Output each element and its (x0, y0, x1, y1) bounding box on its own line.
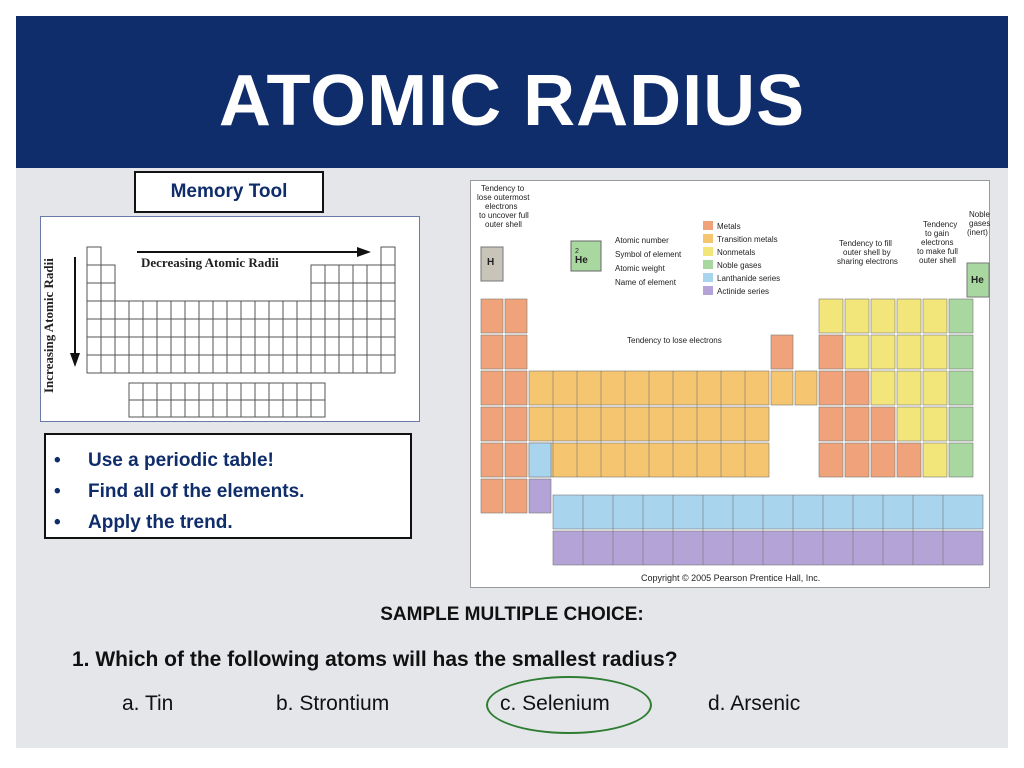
answer-d: d. Arsenic (708, 692, 801, 715)
bullet-item: • Use a periodic table! (54, 445, 402, 476)
legend-swatch-actinide (703, 286, 713, 295)
legend-swatch-lanthanide (703, 273, 713, 282)
bullet-list (44, 433, 412, 539)
legend-item: Actinide series (717, 287, 770, 296)
legend-swatch-metals (703, 221, 713, 230)
legend-item: Transition metals (717, 235, 778, 244)
grid-middle-block (115, 301, 311, 373)
key-symbol-label: Symbol of element (615, 250, 682, 259)
trend-gain-label: Tendency to gain electrons to make full outer shell (917, 220, 958, 265)
memory-tool-grid (41, 217, 421, 423)
element-symbol: He (971, 275, 984, 286)
key-weight-label: Atomic weight (615, 264, 665, 273)
trend-lose-label: Tendency to lose electrons (627, 336, 722, 345)
bullet-item: • Find all of the elements. (54, 476, 402, 507)
legend-item: Lanthanide series (717, 274, 781, 283)
legend-swatch-transition (703, 234, 713, 243)
element-symbol: H (487, 257, 495, 268)
memory-tool-diagram (40, 216, 420, 422)
bullet-text: Find all of the elements. (88, 481, 305, 502)
copyright-text: Copyright © 2005 Pearson Prentice Hall, Inc. (641, 573, 821, 583)
key-atomic-number: Atomic number (615, 236, 669, 245)
decreasing-radii-label: Decreasing Atomic Radii (141, 255, 279, 270)
increasing-arrow-head (70, 353, 80, 367)
legend-swatch-nonmetals (703, 247, 713, 256)
periodic-table-svg (471, 181, 991, 589)
legend-swatch-noble (703, 260, 713, 269)
grid-left-block (87, 247, 115, 373)
answer-c: c. Selenium (500, 692, 610, 715)
answer-b: b. Strontium (276, 692, 390, 715)
trend-fill-outer-label: Tendency to fill outer shell by sharing electrons (837, 239, 898, 266)
legend-item: Noble gases (717, 261, 762, 270)
decreasing-arrow-head (357, 247, 371, 257)
answer-a: a. Tin (122, 692, 174, 715)
key-symbol: He (575, 255, 588, 266)
bullet-text: Use a periodic table! (88, 450, 274, 471)
question-text: 1. Which of the following atoms will has the smallest radius? (72, 648, 678, 671)
periodic-table-image (470, 180, 990, 588)
legend (703, 221, 780, 296)
bullet-item: • Apply the trend. (54, 507, 402, 538)
key-name-label: Name of element (615, 278, 676, 287)
grid-right-block (311, 247, 395, 373)
legend-item: Nonmetals (717, 248, 756, 257)
trend-noble-label: Noble gases (inert) (967, 210, 991, 237)
legend-item: Metals (717, 222, 741, 231)
increasing-radii-label: Increasing Atomic Radii (41, 258, 56, 393)
memory-tool-label: Memory Tool (134, 171, 324, 213)
multiple-choice-heading: SAMPLE MULTIPLE CHOICE: (380, 604, 644, 625)
grid-f-block (129, 383, 325, 417)
answer-highlight-circle (486, 676, 652, 734)
key-number: 2 (575, 248, 579, 255)
slide-title: ATOMIC RADIUS (218, 61, 806, 141)
bullet-text: Apply the trend. (88, 512, 233, 533)
trend-lose-outer-label: Tendency to lose outermost electrons to uncover full outer shell (477, 184, 530, 229)
